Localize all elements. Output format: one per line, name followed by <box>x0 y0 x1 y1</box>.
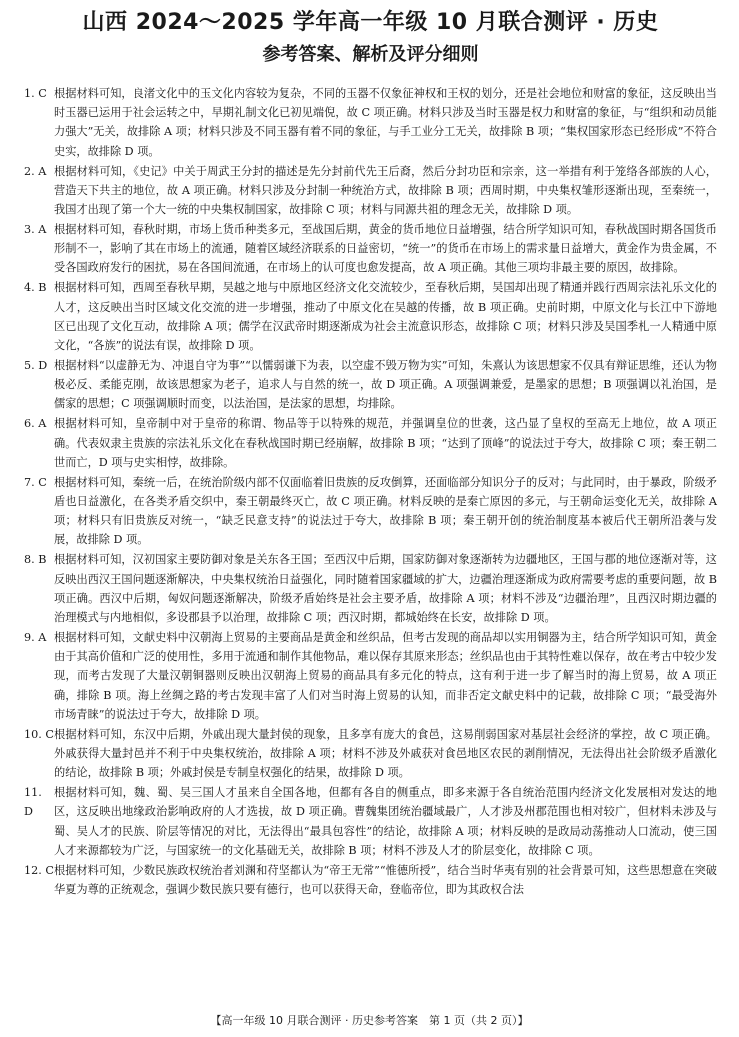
answer-number: 2. A <box>24 164 47 178</box>
answer-number: 9. A <box>24 631 47 645</box>
answer-item <box>24 162 717 220</box>
answer-explanation: 根据材料可知，少数民族政权统治者刘渊和苻坚都认为“帝王无常”“惟德所授”，结合当时华夷有别的社会背景可知，这些思想意在突破华夏为尊的正统观念，强调少数民族只要有德行，也可以获得天命，登临帝位，即为其政权合法 <box>54 863 717 897</box>
answer-item <box>24 861 717 899</box>
answer-item <box>24 550 717 627</box>
answer-item <box>24 628 717 724</box>
answer-item <box>24 278 717 355</box>
answer-item <box>24 473 717 550</box>
answer-item <box>24 220 717 278</box>
answer-item <box>24 356 717 414</box>
answer-number: 10. C <box>24 727 54 741</box>
answer-number: 8. B <box>24 553 47 567</box>
answer-explanation: 根据材料可知，春秋时期，市场上货币种类多元，至战国后期，黄金的货币地位日益增强，结合所学知识可知，春秋战国时期各国货币形制不一，影响了其在市场上的流通，随着区域经济联系的日益密切，“统一”的货币在市场上的需求量日益增大，黄金作为贵金属，不受各国政府发行的困扰，易在各国间流通，在市场上的认可度也愈发提高，故 A 项正确。其他三项均非最主要的原因，故排除。 <box>54 223 717 275</box>
answer-number: 7. C <box>24 475 47 489</box>
answer-number: 3. A <box>24 223 47 237</box>
answer-explanation: 根据材料可知，《史记》中关于周武王分封的描述是先分封前代先王后裔，然后分封功臣和宗亲，这一举措有利于笼络各部族的人心，营造天下共主的地位，故 A 项正确。材料只涉及分封制一种统治方式，故排除 B 项；西周时期，中央集权雏形逐渐出现，至秦统一，我国才出现了第一个大一统的中央集权制国家，故排除 C 项；材料与同源共祖的理念无关，故排除 D 项。 <box>54 164 717 217</box>
answer-number: 4. B <box>24 281 47 295</box>
answer-number: 5. D <box>24 359 48 373</box>
answer-explanation: 根据材料可知，良渚文化中的玉文化内容较为复杂，不同的玉器不仅象征神权和王权的划分，还是社会地位和财富的象征，这反映出当时玉器已运用于社会运转之中，早期礼制文化已初见端倪，故 C 项正确。材料只涉及当时玉器是权力和财富的象征，与“组织和动员能力强大”无关，故排除 A 项；材料只涉及不同玉器有着不同的象征，与手工业分工无关，故排除 B 项；“集权国家形态已经形成”不符合史实，故排除 D 项。 <box>54 87 717 158</box>
answer-number: 1. C <box>24 87 47 100</box>
answer-item <box>24 414 717 472</box>
answer-explanation: 根据材料可知，魏、蜀、吴三国人才虽来自全国各地，但都有各自的侧重点，即多来源于各自统治范围内经济文化发展相对发达的地区，这反映出地缘政治影响政府的人才选拔，故 D 项正确。曹魏集团统治疆域最广，人才涉及州郡范围也相对较广，但材料未涉及与蜀、吴人才的民族、阶层等情况的对比，无法得出“最具包容性”的结论，故排除 A 项；材料反映的是政局动荡推动人口流动，使三国人才来源都较为广泛，与国家统一的文化基础无关，故排除 B 项；材料不涉及人才的阶层变化，故排除 C 项。 <box>54 786 717 857</box>
answer-item <box>24 725 717 783</box>
page-footer: 【高一年级 10 月联合测评 · 历史参考答案 第 1 页（共 2 页）】 <box>210 1014 529 1027</box>
page-subtitle: 参考答案、解析及评分细则 <box>262 44 479 65</box>
answer-explanation: 根据材料可知，汉初国家主要防御对象是关东各王国；至西汉中后期，国家防御对象逐渐转为边疆地区，王国与郡的地位逐渐对等，这反映出西汉王国问题逐渐解决，中央集权统治日益强化，同时随着国家疆域的扩大，边疆治理逐渐成为政府需要考虑的重要问题，故 B 项正确。西汉中后期，匈奴问题逐渐解决，阶级矛盾始终是社会主要矛盾，故排除 A 项；材料不涉及“边疆治理”，且西汉时期边疆的治理模式与内地相似，多设郡县予以治理，故排除 C 项；西汉时期，都城始终在长安，故排除 D 项。 <box>54 553 717 625</box>
answer-number: 11. D <box>24 786 42 819</box>
answer-item <box>24 783 717 860</box>
answer-number: 12. C <box>24 863 54 877</box>
answer-explanation: 根据材料可知，皇帝制中对于皇帝的称谓、物品等于以特殊的规范，并强调皇位的世袭，这凸显了皇权的至高无上地位，故 A 项正确。代表奴隶主贵族的宗法礼乐文化在春秋战国时期已经崩解，故排除 B 项；“达到了顶峰”的说法过于夸大，故排除 C 项；秦王朝二世而亡，D 项与史实相悖，故排除。 <box>54 417 717 469</box>
answer-number: 6. A <box>24 417 47 431</box>
answer-explanation: 根据材料可知，西周至春秋早期，吴越之地与中原地区经济文化交流较少，至春秋后期，吴国却出现了精通并践行西周宗法礼乐文化的人才，这反映出当时区域文化交流的进一步增强，推动了中原文化在吴越的传播，故 B 项正确。史前时期，中原文化与长江中下游地区已出现了文化互动，故排除 A 项；儒学在汉武帝时期逐渐成为社会主流意识形态，故排除 C 项；材料只涉及吴国季札一人精通中原文化，“各族”的说法有误，故排除 D 项。 <box>54 281 717 353</box>
answer-explanation: 根据材料可知，东汉中后期，外戚出现大量封侯的现象，且多享有庞大的食邑，这易削弱国家对基层社会经济的掌控，故 C 项正确。外戚获得大量封邑并不利于中央集权统治，故排除 A 项；材料不涉及外戚获对食邑地区农民的剥削情况，无法得出社会阶级矛盾激化的结论，故排除 B 项；外戚封侯是专制皇权强化的结果，故排除 D 项。 <box>54 727 717 780</box>
answer-list <box>24 84 717 899</box>
answer-item <box>24 84 717 161</box>
page-title: 山西 2024～2025 学年高一年级 10 月联合测评 · 历史 <box>82 10 659 35</box>
answer-explanation: 根据材料“以虚静无为、冲退自守为事”“以懦弱谦下为表，以空虚不毁万物为实”可知，朱熹认为该思想家不仅具有辩证思维，还认为物极必反、柔能克刚，故该思想家为老子，追求人与自然的统一，故 D 项正确。A 项强调兼爱，是墨家的思想；B 项强调以礼治国，是儒家的思想；C 项强调顺时而变，以法治国，是法家的思想，均排除。 <box>54 359 717 411</box>
answer-explanation: 根据材料可知，文献史料中汉朝海上贸易的主要商品是黄金和丝织品，但考古发现的商品却以实用铜器为主，结合所学知识可知，黄金由于其高价值和广泛的使用性，多用于流通和制作其他物品，难以保存其原来形态；丝织品也由于其特性难以保存，故在考古中较少发现，而考古发现了大量汉朝铜器则反映出汉朝海上贸易的商品具有多元化的特点，这有利于进一步了解当时的海上贸易，故 A 项正确，排除 B 项。海上丝绸之路的考古发现丰富了人们对当时海上贸易的认知，而非否定文献史料中的记载，故排除 C 项；“最受海外市场青睐”的说法过于夸大，故排除 D 项。 <box>54 631 717 721</box>
answer-explanation: 根据材料可知，秦统一后，在统治阶级内部不仅面临着旧贵族的反攻倒算，还面临部分知识分子的反对；与此同时，由于暴政，阶级矛盾也日益激化，在各类矛盾交织中，秦王朝最终灭亡，故 C 项正确。材料反映的是秦亡原因的多元，与王朝命运变化无关，故排除 A 项；材料只有旧贵族反对统一，“缺乏民意支持”的说法过于夸大，故排除 B 项；秦王朝开创的统治制度基本被后代王朝所沿袭与发展，故排除 D 项。 <box>54 475 717 547</box>
